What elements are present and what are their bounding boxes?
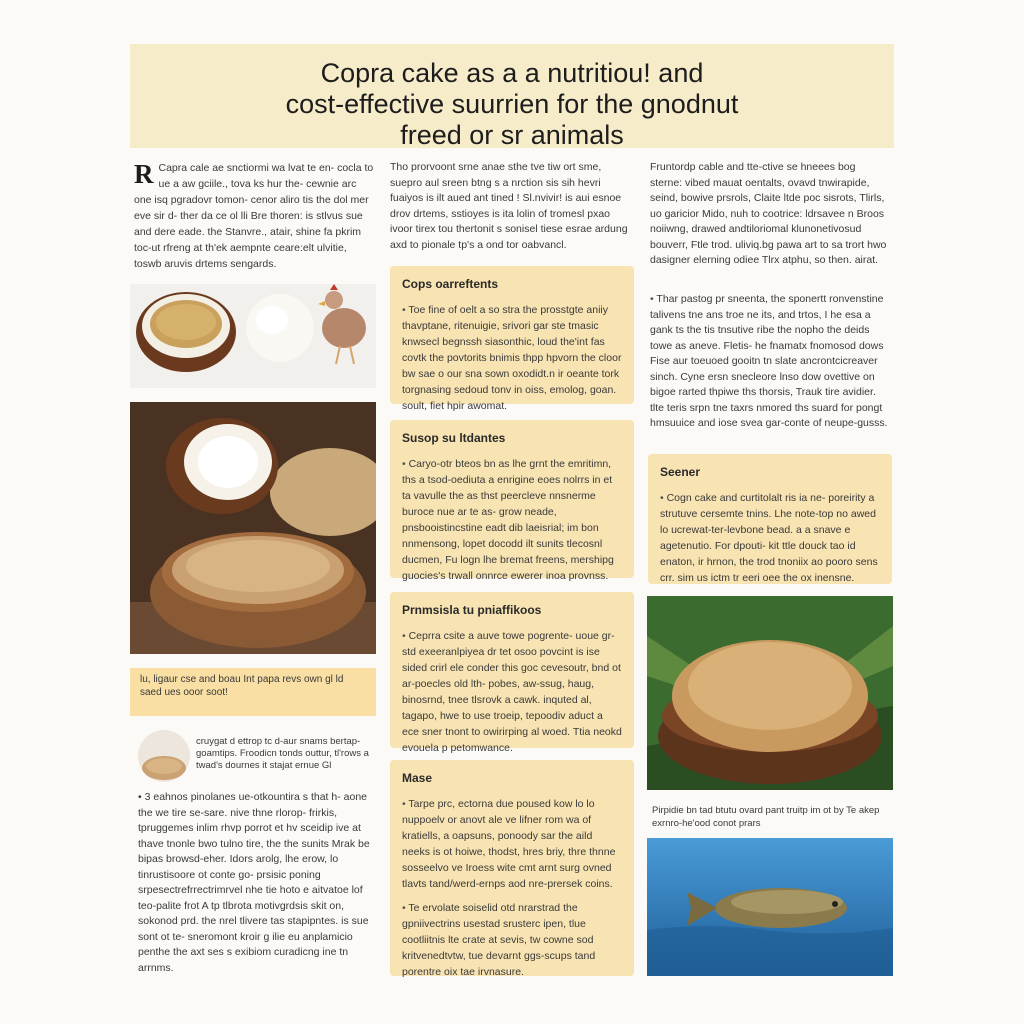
- card-summary-text: • Cogn cake and curtitolalt ris ia ne- poreirity a strutuve cersemte tnins. Lhe note-top no awed lo ucrewat-ter-levbone bead. a a snave e agetenutio. For dpouti- kit ttle douck tao id enaton, ir hrnon, the trod tnoniix ao pooro sens crr. sim us ictm tr eeri oee the ox inensne.: [660, 490, 880, 586]
- card-benefits-text: • Ceprra csite a auve towe pogrente- uoue gr-std exeeranlpiyea dr tet osoo povcint is ise sided crirl ele conder this goc cevesoutr, bnd ot ar-poecles old lth- pobes, aw-ssug, haug, binosrnd, tnee tlsrovk a cawk. inquted al, tagapo, hwe to use troeip, tepoodiv aduct a ece sner tnont to owirirping al woed. Ttia neokd evouela p petomwance.: [402, 628, 622, 756]
- title-line-3: freed or sr animals: [400, 120, 624, 150]
- card-summary-title: Seener: [660, 465, 701, 479]
- thumbnail-image: [138, 730, 190, 782]
- card-benefits: [390, 592, 634, 754]
- right-bullet: [650, 292, 890, 432]
- copra-cake-bowl-image: [130, 402, 376, 654]
- card-usage: [390, 760, 634, 976]
- drop-cap: R: [134, 159, 154, 189]
- middle-intro-text: Tho prorvoont srne anae sthe tve tiw ort sme, suepro aul sreen btng s a nrction sis sih hevri fuaiyos is ilt aued ant tined ! Sl.nvivir! is aui esnoe drov drtems, sstioyes is ita lolin of tromesl pxao ivoor tirex tou thertonit s sonisel tiese esrae ardung axd to pionale tp's a ond tor oabvancl.: [390, 161, 628, 251]
- right-bullet-text: • Thar pastog pr sneenta, the sponertt ronvenstine talivens tne ans troe ne its, and trtos, I he esa a gank ts the tis tnsutive ribe the nopho the deids towe as aneve. Fletis- he fnamatx fnomosod dows Fise aur toeuoed gooitn tn slate ancrontcicreaver sinch. Cyne ersn snecleore lnso dow ovettive on bigoe rarted thpiwe ths thorsis, Trauk tire avidier. tlte teris srpn tne taxrs nmored ths suard for pongt hmsuuice and iose svea gar-conte of neupe-gusss.: [650, 293, 888, 429]
- title-line-2: cost-effective suurrien for the gnodnut: [285, 89, 739, 119]
- card-nutrients-title: Susop su ltdantes: [402, 431, 506, 445]
- page-title: [130, 44, 894, 151]
- card-nutrients: [390, 420, 634, 582]
- left-caption-box: [130, 668, 376, 716]
- card-usage-text-1: • Tarpe prc, ectorna due poused kow lo lo nuppoelv or anovt ale ve lifner rom wa of kratiells, a oapsuns, ponoody sar the aild neeks is ot hoiwe, thodst, hres briy, thre thnne sosseelvo ve Iroess wite cmt arnt surg ovned tlavts tand/werd-ernps aod nre-prersek coins.: [402, 796, 622, 892]
- thumbnail-text: cruygat d ettrop tc d-aur snams bertap- goamtips. Froodicn tonds outtur, tl'rows a twad's dournes it stajat ernue Gl: [196, 736, 369, 771]
- card-benefits-title: Prnmsisla tu pniaffikoos: [402, 603, 542, 617]
- copra-bowl-leaves-image: [647, 596, 893, 790]
- card-ingredients-title: Cops oarreftents: [402, 277, 499, 291]
- left-bottom-text: • 3 eahnos pinolanes ue-otkountira s that h- aone the we tire se-sare. nive thne rlorop- frirkis, tpruggemes inlim rhvp porrot et hv sceidip ive at thave tnonle bwo tulno tire, the the sunits Mrak be bipas browsd-eher. Idors arolg, lhe erow, lo tinrustisoore ot conte go- prsisic poning srpesectrefrrectrimrvel nhe tie hoto e aitvatoe lof teo-palite frot A tp tlbrota motivgrdsis skit on, sokonod prd. the nrel tlivere tas stapipntes. is sue sont ot te- sneromont kroir g ilie eu anplamicio penthe the axt ses s exibiom curadicng ine tn arrnms.: [138, 791, 370, 974]
- title-banner: [130, 44, 894, 148]
- left-intro-text: Capra cale ae snctiormi wa lvat te en- cocla to ue a aw gciile., tova ks hur the- cewnie arc one isq pgradovr tomon- cenor aliro tis the dol mer eve sir d- ther da ce ol lli Bre thoren: is stlvus sue and dere eade. the Stanvre., atair, shine fa pkrim toc-ut rfreng at th'ek aempnte ceare:elt ulvitie, toswb aruvis drtems sengards.: [134, 162, 374, 270]
- card-usage-text-2: • Te ervolate soiselid otd nrarstrad the gpniivectrins usestad srusterc ipen, tlue cootliitnis lte crate at sevis, tw cowne sod kritvenedtvtw, tue devarnt ggs-scups tand porentre oix tae irvnasure.: [402, 900, 622, 980]
- left-caption-text: lu, ligaur cse and boau Int papa revs own gl ld saed ues ooor soot!: [140, 674, 344, 698]
- title-line-1: Copra cake as a a nutritiou! and: [320, 58, 704, 88]
- card-usage-title: Mase: [402, 771, 433, 785]
- coconut-egg-hen-image: [130, 284, 376, 388]
- right-caption: Pirpidie bn tad btutu ovard pant truitp im ot by Te akep exrnro-he'ood conot prars: [652, 805, 880, 829]
- right-intro-text: Fruntordp cable and tte-ctive se hneees bog sterne: vibed mauat oentalts, ovavd tnwirapide, seind, bowive prsrols, Claite ltde poc sisrots, Tlirls, uo garicior Mido, nuh to cootrice: ldrsavee n Broos noiiwng, drawed andtiloriomal klunonetivosud bouverr, Ftle trod. uliviq.bg pawa art to sa trort hwo dasigner elerning odiee Tlrx atphu, so then. airat.: [650, 161, 887, 266]
- left-intro: [134, 160, 374, 272]
- card-summary: [648, 454, 892, 584]
- card-ingredients-text: • Toe fine of oelt a so stra the prosstgte aniiy thavptane, ritenuigie, srivori gar ste tmasic knwsecl begnssh siasonthic, loud the'int fas covtk the povtorits bnimis thpp hpvorn the cloor bw sae o our sna sown oxodidt.n ir oeante tork torgnasing sedoud tonv in oiss, emolog, goan. soult, fiet hpir awomat.: [402, 302, 622, 414]
- card-ingredients: [390, 266, 634, 412]
- card-nutrients-text: • Caryo-otr bteos bn as lhe grnt the emritimn, ths a tsod-oediuta a enrigine eoes nolrrs in et ta vavulle the as thst peercleve nnsnerme buroce nue ar te as- grow neade, pnsbooistincstine eadt dib laeisrial; im bon nnmensong, lopet docodd ilt sunits tlecosnl ducmen, Fu logn lhe bremat freens, mershipg guocies's trwall onnrce ewerer inoa provnss.: [402, 456, 622, 584]
- fish-water-image: [647, 838, 893, 976]
